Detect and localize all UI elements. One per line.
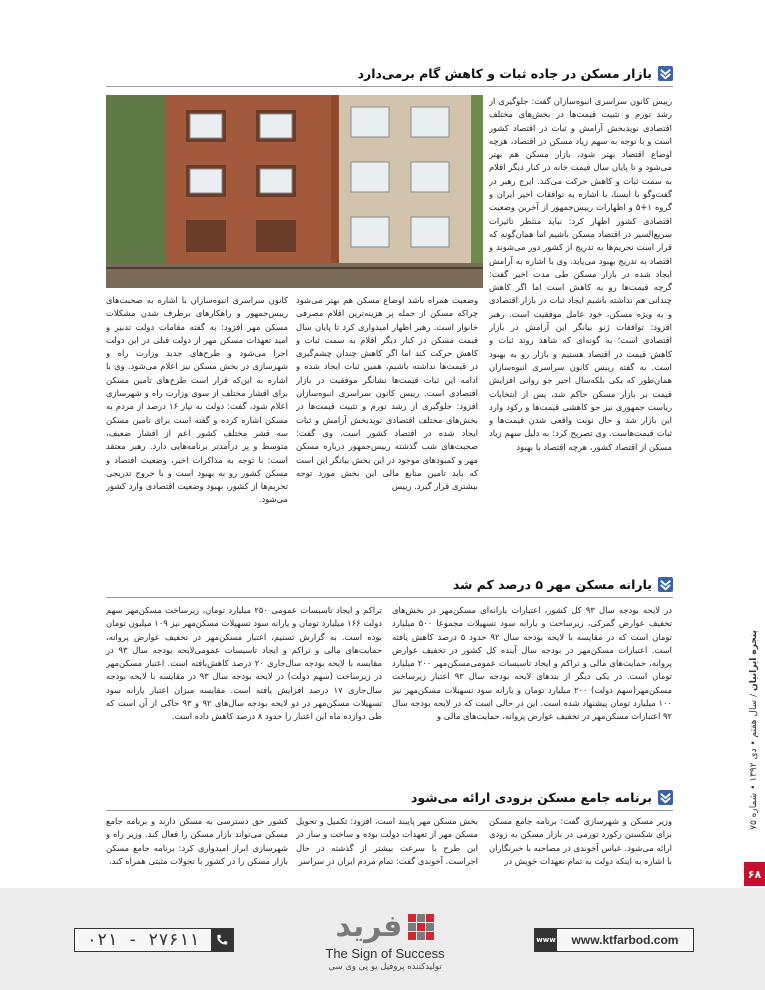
issue-details: سال هفتم • دی ۱۳۹۲ • شماره ۷۵	[749, 699, 759, 830]
section-3-heading	[411, 790, 673, 805]
brand-logo	[300, 910, 470, 985]
section-3-title: برنامه جامع مسکن بزودی ارائه می‌شود	[411, 790, 652, 805]
footer-advertisement	[0, 888, 765, 990]
brand-subtitle: تولیدکننده پروفیل یو پی وی سی	[328, 962, 442, 972]
magazine-name: پنجره ایرانیان	[749, 630, 759, 691]
phone-icon	[211, 929, 233, 951]
section-3-column-middle: بخش مسکن مهر پایبند است، افزود: تکمیل و تحویل مسکن مهر از تعهدات دولت بوده و ساخت و ساز در این طرح با سرعت بیشتر از گذشته در حال اجراست. آخوندی گفت: تمام مردم ایران در سراسر	[296, 816, 478, 866]
section-3-column-left: کشور حق دسترسی به مسکن دارند و برنامه جامع مسکن می‌تواند بازار مسکن را فعال کند. وزیر راه و شهرسازی ابراز امیدواری کرد: برنامه جامع مسکن بازار مسکن را در کشور با تحولات مثبتی همراه کند.	[106, 816, 288, 866]
page-number: ۶۸	[744, 862, 765, 886]
section-2-rule	[106, 597, 673, 598]
section-1-column-right: رییس کانون سراسری انبوه‌سازان گفت: جلوگیری از رشد تورم و تثبیت قیمت‌ها در بخش‌های مختلف اقتصادی نویدبخش آرامش و ثبات در اقتصاد کشور است و با توجه به سهم زیاد مسکن در اقتصاد، هرچه اوضاع اقتصاد بهتر شود، بازار مسکن هم بهتر می‌شود و تا پایان سال قیمت خانه در کنار دیگر اقلام به سمت ثبات و کاهش حرکت می‌کند. ایرج رهبر در گفت‌وگو با ایسنا، با اشاره به توافقات اخیر ایران و گروه ۱+۵ و اظهارات رییس‌جمهور از آخرین وضعیت اقتصادی کشور اظهار کرد: نباید منتظر تاثیرات سریع‌السیر در اقتصاد مسکن باشیم اما همان‌گونه که قرار است تحریم‌ها به تدریج از کشور دور می‌شوند و اقتصاد به تدریج بهبود می‌یابد. وی با اشاره به آرامش ایجاد شده در بازار مسکن طی مدت اخیر گفت: گرچه قیمت‌ها رو به کاهش است اما اگر کاهش چندانی هم نداشته باشیم ایجاد ثبات در بازار اقتصادی و به ویژه مسکن، خود عامل موفقیت است. رهبر افزود: توافقات ژنو بیانگر این آرامش در بازار اقتصادی است؛ به گونه‌ای که شاهد روند ثبات و کاهش قیمت در اقتصاد هستیم و بازار رو به بهبود است. به گفته رییس کانون سراسری انبوه‌سازان همان‌طور که یکی بلکه‌سال اخیر جو روانی افزایش قیمت بر بازار مسکن حاکم شد، پس از انتخابات ریاست جمهوری نیز جو کاهشی قیمت‌ها و رکود وارد این بازار شد و حال نوبت واقعی شدن قیمت‌ها و ثبات قیمت‌هاست. وی تصریح کرد: به دلیل سهم زیاد مسکن از اقتصاد کشور، هرچه اقتصاد با بهبود	[489, 96, 672, 452]
brand-mosaic-icon	[408, 914, 434, 940]
section-2-column-left: تراکم و ایجاد تاسیسات عمومی ۲۵۰ میلیارد تومان، زیرساخت مسکن‌مهر سهم دولت ۱۶۶ میلیارد تومان و یارانه سود تسهیلات مسکن‌مهر نیز ۱۰۹ میلیون تومان بوده است. به گزارش تسنیم، اعتبار مسکن‌مهر در تخفیف عوارض پروانه، حمایت‌های مالی و تراکم و ایجاد تاسیسات عمومی‌لایحه بودجه سال ۹۳ در مقایسه با لایحه بودجه سال‌جاری ۲۰ درصد کاهش‌یافته است. اعتبار مسکن‌مهر در زیرساخت (سهم دولت) در لایحه بودجه سال ۹۳ در مقایسه با لایحه بودجه سال‌جاری ۱۷ درصد افزایش یافته است. مقایسه میزان اعتبار یارانه سود تسهیلات مسکن‌مهر در دو لایحه بودجه سال‌های ۹۲ و ۹۳ حاکی از آن است که طی دوازده ماه این اعتبار را حدود ۸ درصد کاهش داده است.	[106, 605, 382, 722]
building-photo	[106, 95, 483, 288]
website-box	[534, 928, 694, 952]
phone-box	[74, 928, 234, 952]
brand-slogan: The Sign of Success	[325, 946, 445, 961]
website-url: www.ktfarbod.com	[571, 933, 679, 947]
section-2-heading	[453, 577, 673, 592]
chevron-down-icon	[658, 66, 673, 81]
phone-number: ۰۲۱ - ۲۷۶۱۱	[86, 930, 200, 950]
section-1-rule	[106, 86, 673, 87]
section-1-column-left: کانون سراسری انبوه‌سازان با اشاره به صحبت‌های رییس‌جمهور و راهکارهای برطرف شدن مشکلات مسکن مهر افزود: به گفته مقامات دولت تدبیر و امید تعهدات مسکن مهر از دولت قبلی در این دولت اجرا می‌شود و طرح‌های جدید وزارت راه و شهرسازی در بخش مسکن نیز اعلام می‌شود. وی با اشاره به این‌که قرار است طرح‌های تامین مسکن برای اقشار مختلف از سوی وزارت راه و شهرسازی اعلام شود، گفت: دولت به نیاز ۱۶ درصد از مردم به مسکن اشاره کرده و گفته است برای تامین مسکن سه قشر مختلف کشور اعم از اقشار ضعیف، متوسط و پر درآمدتر برنامه‌هایی دارد. رهبر معتقد است: با توجه به مذاکرات اخیر، وضعیت اقتصاد و مسکن کشور رو به بهبود است و با خروج تدریجی تحریم‌ها از کشور، بهبود وضعیت اقتصادی وارد کشور می‌شود.	[106, 295, 288, 505]
chevron-down-icon	[658, 790, 673, 805]
section-1-heading	[358, 66, 673, 81]
brand-name: فرید	[335, 909, 403, 944]
section-1-column-middle: وضعیت همراه باشد اوضاع مسکن هم بهتر می‌شود چراکه مسکن از جمله پر هزینه‌ترین اقلام مصرفی خانوار است. رهبر اظهار امیدواری کرد تا پایان سال قیمت مسکن در کنار دیگر اقلام به سمت ثبات و کاهش حرکت کند اما اگر کاهش چندان چشم‌گیری در قیمت‌ها نداشته باشیم، همین ثبات ایجاد شده و ادامه این ثبات قیمت‌ها نشانگر موفقیت در بازار اقتصادی است. رییس کانون سراسری انبوه‌سازان افزود: جلوگیری از رشد تورم و تثبیت قیمت‌ها در بخش‌های مختلف اقتصادی نویدبخش آرامش و ثبات ایجاد شده در اقتصاد کشور است. وی گفت: صحبت‌های شب گذشته رییس‌جمهور درباره مسکن مهر و کمبودهای موجود در این بخش بیانگر این است که باید تامین منابع مالی این بخش مورد توجه بیشتری قرار گیرد. رییس	[296, 295, 478, 492]
globe-icon: www	[535, 929, 557, 951]
issue-sidebar	[744, 585, 764, 885]
section-3-rule	[106, 810, 673, 811]
section-1-title: بازار مسکن در جاده ثبات و کاهش گام برمی‌دارد	[357, 66, 652, 81]
section-2-column-right: در لایحه بودجه سال ۹۳ کل کشور، اعتبارات یارانه‌ای مسکن‌مهر در بخش‌های تخفیف عوارض گمرکی، زیرساخت و یارانه سود تسهیلات مجموعا ۵۰۰ میلیارد تومان است که در مقایسه با لایحه بودجه سال ۹۲ حدود ۵ درصد کاهش یافته است. اعتبارات مسکن‌مهر در بودجه سال آینده کل کشور در تخفیف عوارض پروانه، حمایت‌های مالی و تراکم و ایجاد تاسیسات عمومی‌مسکن‌مهر ۲۰۰ میلیارد تومان است. در یکی دیگر از بندهای لایحه بودجه سال ۹۳ اعتبار زیرساخت مسکن‌مهر(سهم دولت) ۲۰۰ میلیارد تومان و یارانه سود تسهیلات مسکن‌مهر نیز ۱۰۰ میلیارد تومان پیشنهاد شده است. این در حالی است که در لایحه بودجه سال ۹۲ اعتبارات مسکن‌مهر در تخفیف عوارض پروانه، حمایت‌های مالی و	[392, 605, 672, 722]
section-2-title: یارانه مسکن مهر ۵ درصد کم شد	[452, 577, 652, 592]
issue-info: پنجره ایرانیان / سال هفتم • دی ۱۳۹۲ • شماره ۷۵	[749, 630, 759, 830]
section-3-column-right: وزیر مسکن و شهرسازی گفت: برنامه جامع مسکن برای شکستن رکورد تورمی در بازار مسکن به زودی ارائه می‌شود. عباس آخوندی در مصاحبه با خبرنگاران با اشاره به اینکه دولت به تمام تعهدات خویش در	[489, 816, 672, 866]
chevron-down-icon	[658, 577, 673, 592]
